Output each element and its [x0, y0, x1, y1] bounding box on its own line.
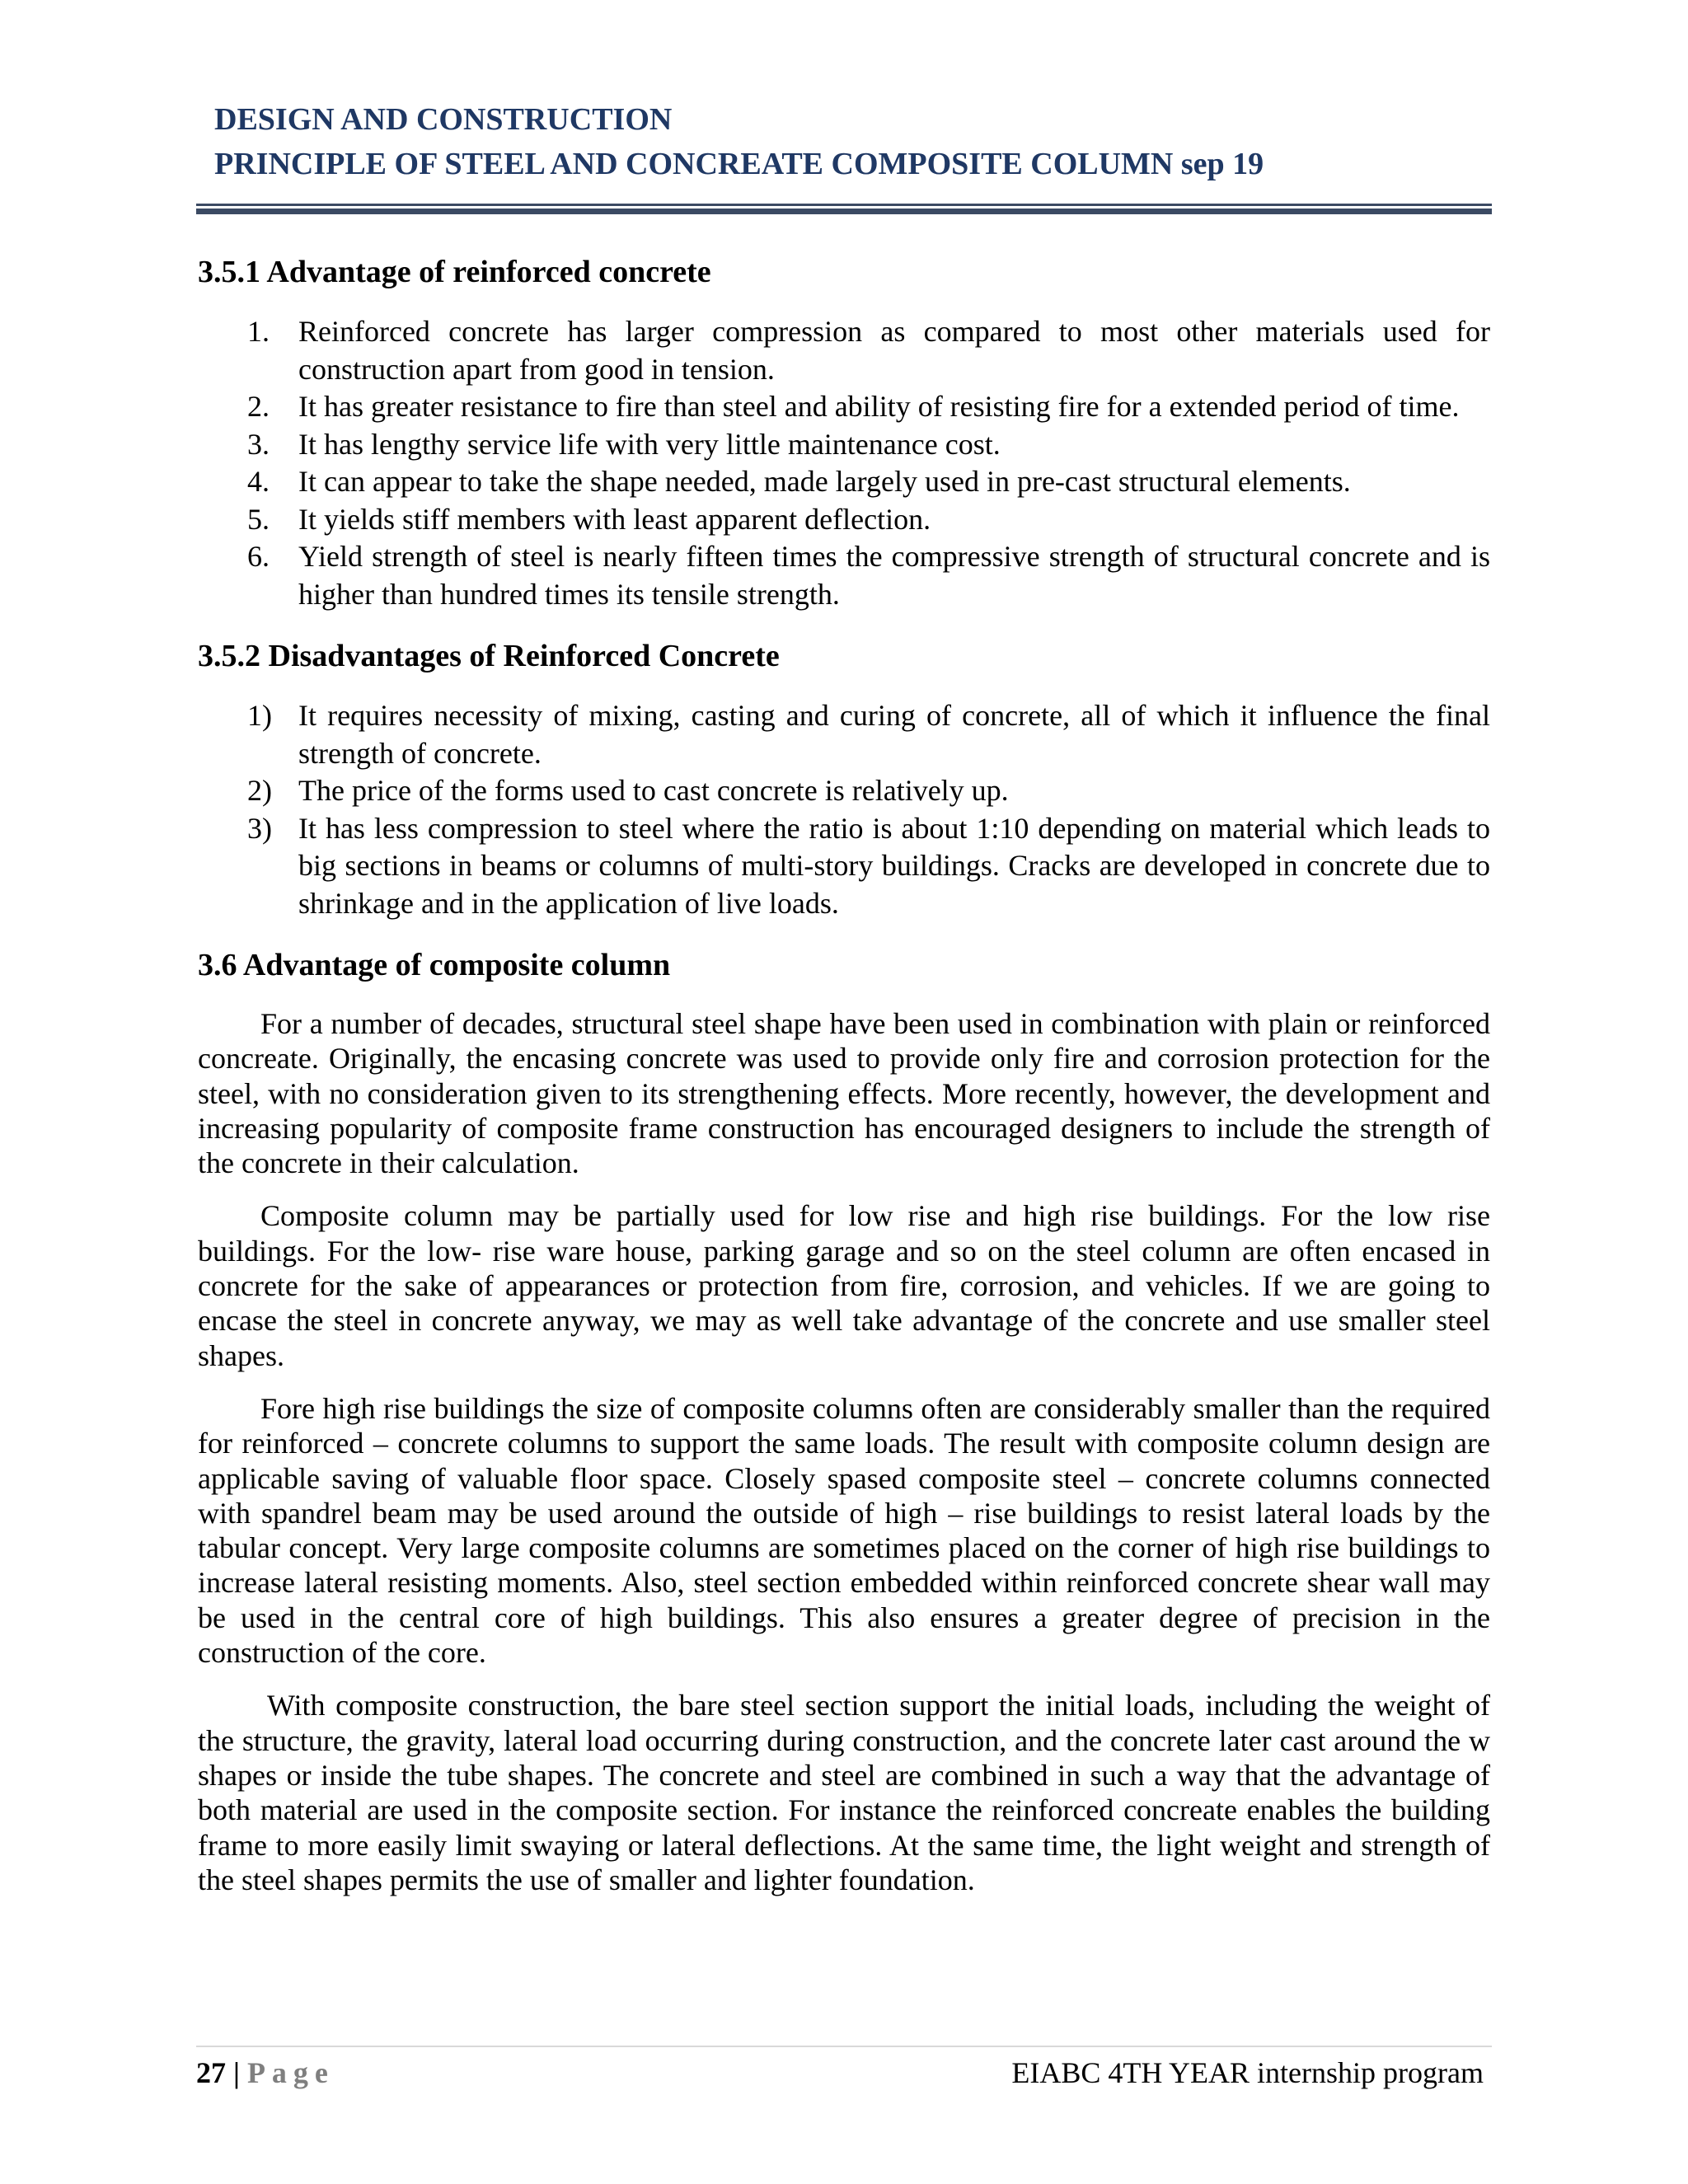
paragraph: Composite column may be partially used for low rise and high rise buildings. For the low rise buildings. For the low- rise ware house, parking garage and so on the steel column are often encased in concrete for the sake of appearances or protection from fire, corrosion, and vehicles. If we are going to encase the steel in concrete anyway, we may as well take advantage of the concrete and use smaller steel shapes. — [198, 1199, 1490, 1372]
list-item — [198, 463, 1490, 501]
header-title-line-2: PRINCIPLE OF STEEL AND CONCREATE COMPOSITE COLUMN sep 19 — [214, 147, 1264, 181]
paragraph: Fore high rise buildings the size of composite columns often are considerably smaller than the required for reinforced – concrete columns to support the same loads. The result with composite column design are applicable saving of valuable floor space. Closely spased composite steel – concrete columns connected with spandrel beam may be used around the outside of high – rise buildings to resist lateral loads by the tabular concept. Very large composite columns are sometimes placed on the corner of high rise buildings to increase lateral resisting moments. Also, steel section embedded within reinforced concrete shear wall may be used in the central core of high buildings. This also ensures a greater degree of precision in the construction of the core. — [198, 1391, 1490, 1670]
footer-page-number — [196, 2052, 335, 2093]
header-divider — [196, 204, 1492, 214]
list-item-text: It has lengthy service life with very little maintenance cost. — [298, 427, 1001, 461]
list-item — [198, 538, 1490, 613]
list-item-text: It has less compression to steel where the ratio is about 1:10 depending on material which leads to big sections in beams or columns of multi-story buildings. Cracks are developed in concrete due to shrinkage and in the application of live loads. — [298, 811, 1490, 920]
list-item-text: It yields stiff members with least apparent deflection. — [298, 502, 931, 536]
list-item-text: Yield strength of steel is nearly fifteen times the compressive strength of structural concrete and is higher than hundred times its tensile strength. — [298, 540, 1490, 611]
list-item — [198, 501, 1490, 539]
list-item — [198, 313, 1490, 388]
list-item-number: 3) — [247, 811, 272, 845]
list-item — [198, 697, 1490, 772]
heading-advantages-reinforced-concrete: 3.5.1 Advantage of reinforced concrete — [198, 255, 711, 289]
list-item-text: The price of the forms used to cast concrete is relatively up. — [298, 774, 1009, 807]
page-content — [198, 249, 1490, 1915]
list-item-text: It can appear to take the shape needed, made largely used in pre-cast structural elements. — [298, 465, 1351, 498]
list-item-number: 3. — [247, 427, 270, 461]
heading-disadvantages-reinforced-concrete: 3.5.2 Disadvantages of Reinforced Concrete — [198, 639, 780, 673]
header-title-line-1: DESIGN AND CONSTRUCTION — [214, 102, 673, 137]
paragraph: For a number of decades, structural steel shape have been used in combination with plain or reinforced concreate. Originally, the encasing concrete was used to provide only fire and corrosion protection for the steel, with no consideration given to its strengthening effects. More recently, however, the development and increasing popularity of composite frame construction has encouraged designers to include the strength of the concrete in their calculation. — [198, 1007, 1490, 1180]
footer-divider — [196, 2046, 1492, 2047]
paragraph: With composite construction, the bare steel section support the initial loads, including the weight of the structure, the gravity, lateral load occurring during construction, and the concrete later cast around the w shapes or inside the tube shapes. The concrete and steel are combined in such a way that the advantage of both material are used in the composite section. For instance the reinforced concreate enables the building frame to more easily limit swaying or lateral deflections. At the same time, the light weight and strength of the steel shapes permits the use of smaller and lighter foundation. — [198, 1689, 1490, 1896]
disadvantages-list — [198, 697, 1490, 922]
list-item-number: 5. — [247, 502, 270, 536]
list-item — [198, 772, 1490, 810]
list-item-text: Reinforced concrete has larger compression as compared to most other materials used for construction apart from good in tension. — [298, 315, 1490, 386]
page-label: Page — [246, 2056, 335, 2089]
page-number: 27 — [196, 2056, 226, 2089]
list-item-number: 4. — [247, 465, 270, 498]
advantages-list — [198, 313, 1490, 613]
page-separator: | — [233, 2056, 240, 2089]
list-item-number: 1. — [247, 315, 270, 348]
list-item-number: 6. — [247, 540, 270, 573]
list-item-number: 2. — [247, 390, 270, 423]
list-item — [198, 426, 1490, 464]
list-item — [198, 388, 1490, 426]
list-item-number: 2) — [247, 774, 272, 807]
list-item — [198, 810, 1490, 923]
list-item-text: It has greater resistance to fire than steel and ability of resisting fire for a extended period of time. — [298, 390, 1460, 423]
list-item-number: 1) — [247, 699, 272, 732]
list-item-text: It requires necessity of mixing, casting and curing of concrete, all of which it influence the final strength of concrete. — [298, 699, 1490, 770]
page-header — [214, 97, 1492, 186]
heading-advantage-composite-column: 3.6 Advantage of composite column — [198, 948, 671, 982]
footer-program-name: EIABC 4TH YEAR internship program — [1011, 2056, 1484, 2089]
